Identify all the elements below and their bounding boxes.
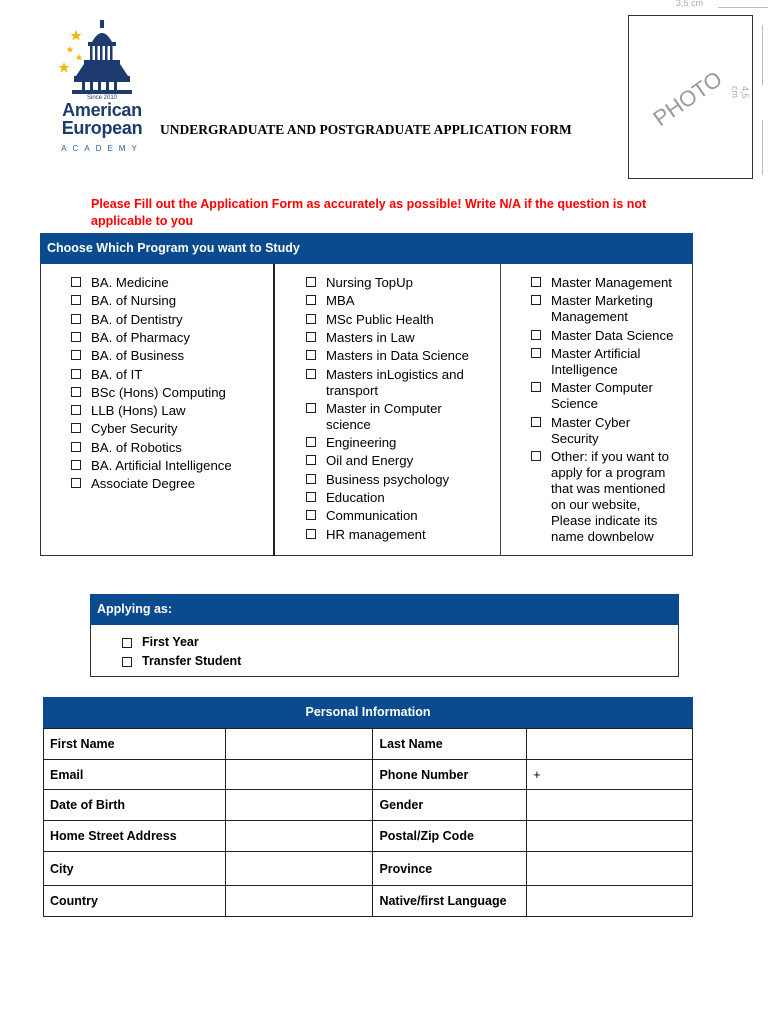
checkbox[interactable] — [531, 330, 541, 340]
program-label: BA. Artificial Intelligence — [91, 458, 232, 473]
checkbox[interactable] — [306, 529, 316, 539]
personal-info-table — [43, 728, 693, 917]
phone-number-field[interactable]: + — [527, 760, 693, 790]
gender-field[interactable] — [527, 790, 693, 821]
email-field[interactable] — [225, 760, 373, 790]
program-label: Master Marketing Management — [551, 293, 653, 325]
program-label: HR management — [326, 526, 426, 542]
checkbox[interactable] — [71, 295, 81, 305]
checkbox[interactable] — [531, 348, 541, 358]
program-label: MBA — [326, 293, 355, 309]
photo-height-line-lower — [762, 120, 763, 175]
program-label: Master Computer Science — [551, 380, 653, 412]
program-label: BSc (Hons) Computing — [91, 384, 226, 400]
program-label: Nursing TopUp — [326, 275, 413, 290]
applying-as-body — [90, 625, 679, 677]
field-label: Gender — [373, 790, 527, 821]
field-label: Country — [44, 886, 226, 917]
program-label: BA. of Nursing — [91, 293, 177, 309]
checkbox[interactable] — [71, 423, 81, 433]
program-label: BA. of Dentistry — [91, 311, 183, 327]
checkbox[interactable] — [306, 510, 316, 520]
program-label: BA. of Pharmacy — [91, 329, 190, 345]
checkbox[interactable] — [71, 314, 81, 324]
first-name-field[interactable] — [225, 729, 373, 760]
checkbox[interactable] — [306, 314, 316, 324]
checkbox[interactable] — [71, 442, 81, 452]
program-label: Engineering — [326, 435, 397, 451]
checkbox[interactable] — [306, 474, 316, 484]
date-of-birth-field[interactable] — [225, 790, 373, 821]
program-label: BA. Medicine — [91, 275, 169, 290]
checkbox[interactable] — [531, 451, 541, 461]
program-label: Oil and Energy — [326, 453, 414, 469]
checkbox[interactable] — [531, 295, 541, 305]
column-divider — [273, 264, 275, 556]
checkbox[interactable] — [306, 437, 316, 447]
program-label: BA. of Robotics — [91, 439, 182, 455]
personal-info-header: Personal Information — [43, 697, 693, 728]
instructions-text: Please Fill out the Application Form as accurately as possible! Write N/A if the question is not applicable to you — [91, 197, 647, 228]
program-label: Master Management — [551, 275, 672, 290]
checkbox[interactable] — [122, 657, 132, 667]
table-row — [44, 852, 693, 886]
table-row — [44, 729, 693, 760]
photo-height-label: 4,5 cm — [730, 86, 750, 99]
program-label: Master Artificial Intelligence — [551, 345, 641, 377]
option-label: First Year — [142, 635, 199, 649]
program-label: Other: if you want to apply for a program that was mentioned on our website, Please indicate its name downbelow — [551, 448, 670, 544]
checkbox[interactable] — [71, 405, 81, 415]
checkbox[interactable] — [71, 369, 81, 379]
program-label: Master Data Science — [551, 327, 674, 343]
logo-line-academy: ACADEMY — [61, 144, 143, 153]
table-row — [44, 790, 693, 821]
form-title: UNDERGRADUATE AND POSTGRADUATE APPLICATION FORM — [160, 122, 572, 137]
photo-width-line — [718, 7, 768, 8]
table-row — [44, 886, 693, 917]
checkbox[interactable] — [531, 277, 541, 287]
program-label: Education — [326, 490, 385, 505]
field-label: Date of Birth — [44, 790, 226, 821]
checkbox[interactable] — [306, 295, 316, 305]
program-label: Masters in Data Science — [326, 348, 469, 364]
field-label: Home Street Address — [44, 821, 226, 852]
program-label: Business psychology — [326, 471, 450, 487]
column-divider — [500, 264, 501, 556]
logo-line-american: American — [62, 100, 142, 120]
program-label: Master Cyber Security — [551, 414, 631, 446]
logo-line-european: European — [61, 118, 143, 138]
field-label: Native/first Language — [373, 886, 527, 917]
checkbox[interactable] — [531, 382, 541, 392]
field-label: Email — [44, 760, 226, 790]
checkbox[interactable] — [306, 369, 316, 379]
last-name-field[interactable] — [527, 729, 693, 760]
program-label: BA. of Business — [91, 348, 185, 364]
program-label: Associate Degree — [91, 476, 196, 492]
option-label: Transfer Student — [142, 654, 242, 668]
checkbox[interactable] — [306, 403, 316, 413]
field-label: Postal/Zip Code — [373, 821, 527, 852]
program-label: MSc Public Health — [326, 311, 434, 327]
home-address-field[interactable] — [225, 821, 373, 852]
city-field[interactable] — [225, 852, 373, 886]
checkbox[interactable] — [306, 455, 316, 465]
academy-logo — [52, 18, 156, 158]
checkbox[interactable] — [71, 332, 81, 342]
field-label: City — [44, 852, 226, 886]
field-label: Last Name — [373, 729, 527, 760]
program-label: Communication — [326, 508, 418, 524]
photo-box[interactable] — [628, 15, 753, 179]
table-row — [44, 760, 693, 790]
field-label: Phone Number — [373, 760, 527, 790]
postal-code-field[interactable] — [527, 821, 693, 852]
program-section-header: Choose Which Program you want to Study — [40, 233, 693, 264]
checkbox[interactable] — [71, 350, 81, 360]
logo-since-text: Since 2010 — [86, 95, 118, 101]
photo-width-label: 3,5 cm — [676, 0, 704, 8]
program-label: Master in Computer science — [326, 400, 442, 432]
province-field[interactable] — [527, 852, 693, 886]
checkbox[interactable] — [306, 350, 316, 360]
field-label: Province — [373, 852, 527, 886]
checkbox[interactable] — [531, 417, 541, 427]
checkbox[interactable] — [122, 638, 132, 648]
program-label: Masters in Law — [326, 329, 415, 345]
program-label: Cyber Security — [91, 421, 178, 437]
program-label: LLB (Hons) Law — [91, 403, 186, 419]
table-row — [44, 821, 693, 852]
checkbox[interactable] — [71, 387, 81, 397]
checkbox[interactable] — [71, 460, 81, 470]
photo-placeholder-label: PHOTO — [648, 66, 727, 132]
checkbox[interactable] — [71, 478, 81, 488]
country-field[interactable] — [225, 886, 373, 917]
capitol-dome-icon — [52, 18, 156, 98]
checkbox[interactable] — [306, 492, 316, 502]
photo-height-line — [762, 25, 763, 85]
checkbox[interactable] — [306, 332, 316, 342]
field-label: First Name — [44, 729, 226, 760]
checkbox[interactable] — [71, 277, 81, 287]
program-label: Masters inLogistics and transport — [326, 366, 464, 398]
applying-as-header: Applying as: — [90, 594, 679, 625]
checkbox[interactable] — [306, 277, 316, 287]
native-language-field[interactable] — [527, 886, 693, 917]
program-label: BA. of IT — [91, 366, 143, 382]
